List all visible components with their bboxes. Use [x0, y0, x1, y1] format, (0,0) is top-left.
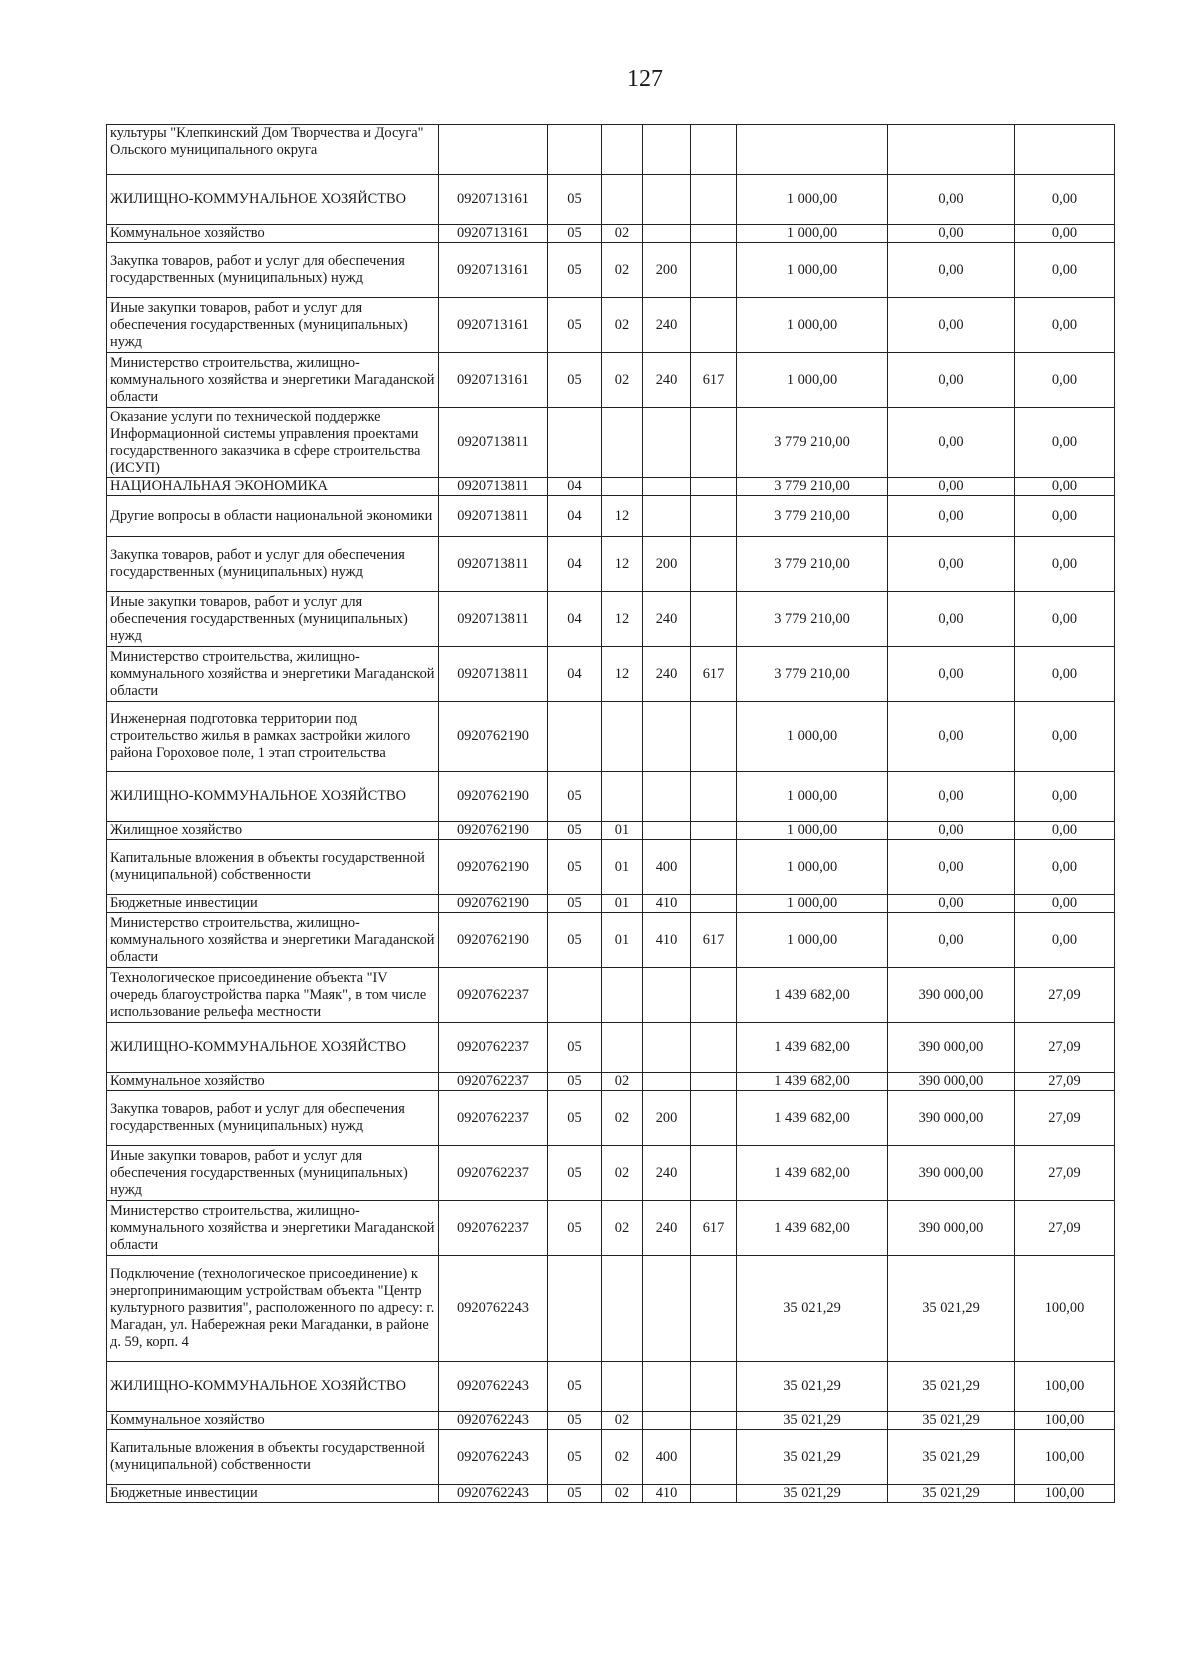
cell-percent: 0,00: [1015, 822, 1115, 840]
cell-code: [439, 125, 548, 175]
cell-code: 0920713161: [439, 353, 548, 408]
cell-executed: 0,00: [888, 298, 1015, 353]
cell-section: 05: [548, 1201, 602, 1256]
cell-expense-type: 410: [643, 1485, 691, 1503]
table-row: [107, 496, 1115, 537]
cell-section: [548, 408, 602, 478]
cell-plan: 1 439 682,00: [737, 1201, 888, 1256]
cell-code: 0920762190: [439, 895, 548, 913]
cell-section: 05: [548, 243, 602, 298]
cell-plan: 1 000,00: [737, 353, 888, 408]
cell-subsection: 01: [602, 822, 643, 840]
cell-plan: 35 021,29: [737, 1412, 888, 1430]
cell-subsection: [602, 408, 643, 478]
cell-grbs: 617: [691, 353, 737, 408]
cell-expense-type: [643, 1362, 691, 1412]
cell-percent: 100,00: [1015, 1485, 1115, 1503]
cell-executed: 0,00: [888, 175, 1015, 225]
table-row: [107, 1023, 1115, 1073]
cell-section: 05: [548, 225, 602, 243]
cell-percent: 100,00: [1015, 1430, 1115, 1485]
cell-expense-type: [643, 175, 691, 225]
cell-grbs: [691, 1485, 737, 1503]
table-row: [107, 822, 1115, 840]
cell-plan: 1 439 682,00: [737, 1073, 888, 1091]
cell-name: Закупка товаров, работ и услуг для обеспечения государственных (муниципальных) нужд: [107, 537, 439, 592]
cell-plan: 3 779 210,00: [737, 647, 888, 702]
cell-plan: 3 779 210,00: [737, 592, 888, 647]
cell-code: 0920713161: [439, 175, 548, 225]
cell-grbs: 617: [691, 913, 737, 968]
cell-percent: 0,00: [1015, 913, 1115, 968]
cell-percent: 0,00: [1015, 243, 1115, 298]
table-row: [107, 1485, 1115, 1503]
cell-percent: 0,00: [1015, 478, 1115, 496]
table-row: [107, 408, 1115, 478]
cell-code: 0920713811: [439, 496, 548, 537]
cell-percent: 27,09: [1015, 968, 1115, 1023]
cell-code: 0920762190: [439, 840, 548, 895]
cell-section: 05: [548, 913, 602, 968]
cell-percent: 27,09: [1015, 1146, 1115, 1201]
cell-plan: 1 000,00: [737, 895, 888, 913]
cell-plan: 3 779 210,00: [737, 408, 888, 478]
cell-expense-type: 200: [643, 537, 691, 592]
cell-code: 0920762237: [439, 1146, 548, 1201]
cell-code: 0920762190: [439, 702, 548, 772]
cell-grbs: [691, 1146, 737, 1201]
cell-section: 04: [548, 647, 602, 702]
table-row: [107, 647, 1115, 702]
cell-section: 05: [548, 298, 602, 353]
cell-percent: [1015, 125, 1115, 175]
cell-plan: 3 779 210,00: [737, 537, 888, 592]
cell-grbs: 617: [691, 647, 737, 702]
cell-subsection: 12: [602, 647, 643, 702]
cell-percent: 0,00: [1015, 225, 1115, 243]
cell-grbs: [691, 592, 737, 647]
cell-grbs: [691, 1073, 737, 1091]
cell-name: Бюджетные инвестиции: [107, 1485, 439, 1503]
cell-expense-type: 240: [643, 647, 691, 702]
cell-section: 05: [548, 840, 602, 895]
cell-name: Капитальные вложения в объекты государственной (муниципальной) собственности: [107, 840, 439, 895]
cell-percent: 27,09: [1015, 1091, 1115, 1146]
cell-name: ЖИЛИЩНО-КОММУНАЛЬНОЕ ХОЗЯЙСТВО: [107, 1023, 439, 1073]
cell-grbs: [691, 496, 737, 537]
cell-expense-type: [643, 822, 691, 840]
cell-expense-type: 200: [643, 1091, 691, 1146]
cell-expense-type: [643, 496, 691, 537]
cell-subsection: [602, 175, 643, 225]
cell-plan: 1 000,00: [737, 702, 888, 772]
cell-subsection: 12: [602, 592, 643, 647]
table-row: [107, 353, 1115, 408]
cell-section: 05: [548, 895, 602, 913]
table-row: [107, 592, 1115, 647]
cell-subsection: 02: [602, 1485, 643, 1503]
cell-executed: 0,00: [888, 537, 1015, 592]
table-row: [107, 243, 1115, 298]
cell-section: 05: [548, 353, 602, 408]
cell-executed: [888, 125, 1015, 175]
cell-grbs: [691, 408, 737, 478]
cell-grbs: [691, 1091, 737, 1146]
cell-plan: 35 021,29: [737, 1256, 888, 1362]
cell-code: 0920762190: [439, 913, 548, 968]
cell-name: Иные закупки товаров, работ и услуг для обеспечения государственных (муниципальных) нужд: [107, 1146, 439, 1201]
cell-plan: 1 439 682,00: [737, 1091, 888, 1146]
cell-expense-type: 410: [643, 913, 691, 968]
cell-expense-type: [643, 225, 691, 243]
cell-executed: 0,00: [888, 496, 1015, 537]
cell-expense-type: [643, 772, 691, 822]
table-row: [107, 1362, 1115, 1412]
cell-expense-type: [643, 702, 691, 772]
table-row: [107, 1412, 1115, 1430]
cell-expense-type: 240: [643, 592, 691, 647]
cell-percent: 27,09: [1015, 1201, 1115, 1256]
cell-executed: 0,00: [888, 702, 1015, 772]
cell-code: 0920762243: [439, 1412, 548, 1430]
cell-expense-type: 400: [643, 1430, 691, 1485]
cell-name: Министерство строительства, жилищно-коммунального хозяйства и энергетики Магаданской области: [107, 647, 439, 702]
cell-executed: 0,00: [888, 408, 1015, 478]
cell-plan: 1 000,00: [737, 840, 888, 895]
cell-executed: 390 000,00: [888, 1023, 1015, 1073]
cell-section: 05: [548, 1146, 602, 1201]
cell-section: 05: [548, 1485, 602, 1503]
cell-expense-type: 200: [643, 243, 691, 298]
cell-code: 0920762237: [439, 1091, 548, 1146]
cell-expense-type: 240: [643, 1146, 691, 1201]
cell-expense-type: 240: [643, 298, 691, 353]
cell-name: Капитальные вложения в объекты государственной (муниципальной) собственности: [107, 1430, 439, 1485]
cell-name: ЖИЛИЩНО-КОММУНАЛЬНОЕ ХОЗЯЙСТВО: [107, 175, 439, 225]
cell-executed: 35 021,29: [888, 1485, 1015, 1503]
cell-executed: 0,00: [888, 647, 1015, 702]
cell-plan: 1 000,00: [737, 822, 888, 840]
cell-expense-type: [643, 125, 691, 175]
cell-name: Коммунальное хозяйство: [107, 1412, 439, 1430]
cell-name: Оказание услуги по технической поддержке Информационной системы управления проектами государственного заказчика в сфере строительства (ИСУП): [107, 408, 439, 478]
cell-name: Инженерная подготовка территории под строительство жилья в рамках застройки жилого района Гороховое поле, 1 этап строительства: [107, 702, 439, 772]
table-row: [107, 1256, 1115, 1362]
cell-section: [548, 968, 602, 1023]
cell-grbs: [691, 702, 737, 772]
cell-subsection: 02: [602, 1091, 643, 1146]
cell-percent: 0,00: [1015, 772, 1115, 822]
cell-plan: 1 439 682,00: [737, 1023, 888, 1073]
cell-name: ЖИЛИЩНО-КОММУНАЛЬНОЕ ХОЗЯЙСТВО: [107, 772, 439, 822]
cell-percent: 27,09: [1015, 1073, 1115, 1091]
table-row: [107, 913, 1115, 968]
table-row: [107, 175, 1115, 225]
cell-plan: [737, 125, 888, 175]
cell-executed: 0,00: [888, 822, 1015, 840]
cell-name: Жилищное хозяйство: [107, 822, 439, 840]
cell-expense-type: 240: [643, 353, 691, 408]
cell-code: 0920762237: [439, 1073, 548, 1091]
budget-execution-table: [106, 124, 1115, 1503]
cell-subsection: 01: [602, 913, 643, 968]
cell-name: Бюджетные инвестиции: [107, 895, 439, 913]
cell-subsection: 01: [602, 895, 643, 913]
cell-executed: 35 021,29: [888, 1430, 1015, 1485]
cell-code: 0920713811: [439, 647, 548, 702]
cell-percent: 0,00: [1015, 592, 1115, 647]
cell-code: 0920762237: [439, 968, 548, 1023]
cell-grbs: [691, 895, 737, 913]
cell-subsection: [602, 478, 643, 496]
cell-executed: 0,00: [888, 353, 1015, 408]
cell-grbs: [691, 1256, 737, 1362]
table-row: [107, 772, 1115, 822]
cell-section: 05: [548, 1091, 602, 1146]
cell-executed: 0,00: [888, 478, 1015, 496]
cell-subsection: [602, 968, 643, 1023]
cell-percent: 0,00: [1015, 840, 1115, 895]
cell-code: 0920713161: [439, 243, 548, 298]
cell-plan: 35 021,29: [737, 1430, 888, 1485]
cell-percent: 100,00: [1015, 1256, 1115, 1362]
cell-name: ЖИЛИЩНО-КОММУНАЛЬНОЕ ХОЗЯЙСТВО: [107, 1362, 439, 1412]
cell-name: Технологическое присоединение объекта "IV очередь благоустройства парка "Маяк", в том числе использование рельефа местности: [107, 968, 439, 1023]
cell-name: Иные закупки товаров, работ и услуг для обеспечения государственных (муниципальных) нужд: [107, 592, 439, 647]
cell-code: 0920762190: [439, 772, 548, 822]
cell-executed: 0,00: [888, 913, 1015, 968]
cell-name: НАЦИОНАЛЬНАЯ ЭКОНОМИКА: [107, 478, 439, 496]
cell-code: 0920762243: [439, 1362, 548, 1412]
page-number: 127: [627, 66, 663, 92]
cell-percent: 0,00: [1015, 496, 1115, 537]
cell-expense-type: [643, 1073, 691, 1091]
cell-plan: 35 021,29: [737, 1485, 888, 1503]
cell-plan: 1 439 682,00: [737, 968, 888, 1023]
cell-section: [548, 1256, 602, 1362]
cell-subsection: 02: [602, 225, 643, 243]
cell-subsection: [602, 1256, 643, 1362]
cell-executed: 390 000,00: [888, 1073, 1015, 1091]
cell-subsection: 02: [602, 298, 643, 353]
cell-executed: 390 000,00: [888, 1091, 1015, 1146]
cell-code: 0920762243: [439, 1485, 548, 1503]
cell-percent: 0,00: [1015, 647, 1115, 702]
cell-name: Министерство строительства, жилищно-коммунального хозяйства и энергетики Магаданской области: [107, 353, 439, 408]
cell-grbs: [691, 478, 737, 496]
cell-expense-type: [643, 408, 691, 478]
cell-section: 04: [548, 592, 602, 647]
table-row: [107, 1146, 1115, 1201]
table-row: [107, 537, 1115, 592]
table-row: [107, 1201, 1115, 1256]
cell-subsection: 12: [602, 537, 643, 592]
cell-executed: 0,00: [888, 225, 1015, 243]
cell-code: 0920713811: [439, 537, 548, 592]
cell-executed: 390 000,00: [888, 1201, 1015, 1256]
table-row: [107, 702, 1115, 772]
table-row: [107, 1430, 1115, 1485]
cell-subsection: [602, 772, 643, 822]
cell-section: 04: [548, 496, 602, 537]
cell-section: 05: [548, 1073, 602, 1091]
cell-percent: 0,00: [1015, 298, 1115, 353]
cell-section: 05: [548, 1412, 602, 1430]
cell-code: 0920713811: [439, 592, 548, 647]
cell-percent: 100,00: [1015, 1362, 1115, 1412]
cell-section: 05: [548, 175, 602, 225]
cell-expense-type: [643, 968, 691, 1023]
cell-name: Министерство строительства, жилищно-коммунального хозяйства и энергетики Магаданской области: [107, 1201, 439, 1256]
cell-name: Министерство строительства, жилищно-коммунального хозяйства и энергетики Магаданской области: [107, 913, 439, 968]
cell-subsection: [602, 1362, 643, 1412]
cell-subsection: 02: [602, 1430, 643, 1485]
cell-percent: 0,00: [1015, 175, 1115, 225]
cell-plan: 1 000,00: [737, 175, 888, 225]
cell-subsection: [602, 125, 643, 175]
cell-percent: 0,00: [1015, 702, 1115, 772]
cell-code: 0920713161: [439, 225, 548, 243]
cell-code: 0920762243: [439, 1430, 548, 1485]
cell-subsection: [602, 1023, 643, 1073]
cell-section: 04: [548, 537, 602, 592]
cell-code: 0920762237: [439, 1201, 548, 1256]
cell-name: Коммунальное хозяйство: [107, 1073, 439, 1091]
cell-percent: 0,00: [1015, 895, 1115, 913]
cell-plan: 1 000,00: [737, 298, 888, 353]
cell-executed: 0,00: [888, 592, 1015, 647]
cell-percent: 0,00: [1015, 408, 1115, 478]
cell-section: 05: [548, 1430, 602, 1485]
cell-name: Закупка товаров, работ и услуг для обеспечения государственных (муниципальных) нужд: [107, 1091, 439, 1146]
cell-plan: 3 779 210,00: [737, 478, 888, 496]
cell-subsection: [602, 702, 643, 772]
cell-name: Закупка товаров, работ и услуг для обеспечения государственных (муниципальных) нужд: [107, 243, 439, 298]
cell-code: 0920713161: [439, 298, 548, 353]
cell-subsection: 02: [602, 1146, 643, 1201]
cell-grbs: 617: [691, 1201, 737, 1256]
cell-section: 05: [548, 1023, 602, 1073]
cell-executed: 390 000,00: [888, 1146, 1015, 1201]
cell-expense-type: [643, 1256, 691, 1362]
cell-executed: 0,00: [888, 243, 1015, 298]
cell-section: 04: [548, 478, 602, 496]
cell-subsection: 01: [602, 840, 643, 895]
cell-expense-type: [643, 1412, 691, 1430]
cell-subsection: 02: [602, 1073, 643, 1091]
cell-plan: 35 021,29: [737, 1362, 888, 1412]
cell-executed: 0,00: [888, 772, 1015, 822]
cell-subsection: 02: [602, 1201, 643, 1256]
cell-name: Иные закупки товаров, работ и услуг для обеспечения государственных (муниципальных) нужд: [107, 298, 439, 353]
cell-plan: 1 000,00: [737, 772, 888, 822]
table-body: [107, 125, 1115, 1503]
cell-grbs: [691, 537, 737, 592]
table-row: [107, 968, 1115, 1023]
cell-executed: 35 021,29: [888, 1256, 1015, 1362]
table-row: [107, 895, 1115, 913]
cell-subsection: 02: [602, 353, 643, 408]
cell-expense-type: [643, 1023, 691, 1073]
cell-grbs: [691, 1023, 737, 1073]
cell-grbs: [691, 298, 737, 353]
cell-subsection: 02: [602, 1412, 643, 1430]
cell-executed: 0,00: [888, 895, 1015, 913]
cell-plan: 1 000,00: [737, 913, 888, 968]
table-row: [107, 125, 1115, 175]
table-row: [107, 840, 1115, 895]
cell-executed: 35 021,29: [888, 1412, 1015, 1430]
cell-name: культуры "Клепкинский Дом Творчества и Досуга" Ольского муниципального округа: [107, 125, 439, 175]
cell-grbs: [691, 225, 737, 243]
cell-grbs: [691, 175, 737, 225]
table-row: [107, 1091, 1115, 1146]
cell-code: 0920762243: [439, 1256, 548, 1362]
cell-plan: 1 000,00: [737, 243, 888, 298]
cell-grbs: [691, 1430, 737, 1485]
cell-grbs: [691, 1412, 737, 1430]
cell-expense-type: 240: [643, 1201, 691, 1256]
cell-section: 05: [548, 822, 602, 840]
cell-expense-type: 400: [643, 840, 691, 895]
cell-code: 0920713811: [439, 408, 548, 478]
cell-executed: 35 021,29: [888, 1362, 1015, 1412]
cell-name: Коммунальное хозяйство: [107, 225, 439, 243]
cell-expense-type: 410: [643, 895, 691, 913]
cell-code: 0920762237: [439, 1023, 548, 1073]
cell-grbs: [691, 822, 737, 840]
cell-percent: 100,00: [1015, 1412, 1115, 1430]
cell-percent: 0,00: [1015, 537, 1115, 592]
cell-plan: 1 439 682,00: [737, 1146, 888, 1201]
cell-code: 0920713811: [439, 478, 548, 496]
cell-subsection: 12: [602, 496, 643, 537]
cell-executed: 0,00: [888, 840, 1015, 895]
table-row: [107, 225, 1115, 243]
cell-grbs: [691, 840, 737, 895]
cell-section: 05: [548, 772, 602, 822]
cell-grbs: [691, 243, 737, 298]
cell-percent: 0,00: [1015, 353, 1115, 408]
cell-grbs: [691, 125, 737, 175]
cell-section: 05: [548, 1362, 602, 1412]
cell-section: [548, 125, 602, 175]
cell-subsection: 02: [602, 243, 643, 298]
table-row: [107, 1073, 1115, 1091]
cell-executed: 390 000,00: [888, 968, 1015, 1023]
cell-percent: 27,09: [1015, 1023, 1115, 1073]
cell-grbs: [691, 772, 737, 822]
cell-grbs: [691, 1362, 737, 1412]
cell-grbs: [691, 968, 737, 1023]
cell-plan: 1 000,00: [737, 225, 888, 243]
cell-expense-type: [643, 478, 691, 496]
cell-code: 0920762190: [439, 822, 548, 840]
cell-name: Подключение (технологическое присоединение) к энергопринимающим устройствам объекта "Центр культурного развития", расположенного по адресу: г. Магадан, ул. Набережная реки Магаданки, в районе д. 59, корп. 4: [107, 1256, 439, 1362]
cell-section: [548, 702, 602, 772]
table-row: [107, 298, 1115, 353]
cell-plan: 3 779 210,00: [737, 496, 888, 537]
table-row: [107, 478, 1115, 496]
cell-name: Другие вопросы в области национальной экономики: [107, 496, 439, 537]
